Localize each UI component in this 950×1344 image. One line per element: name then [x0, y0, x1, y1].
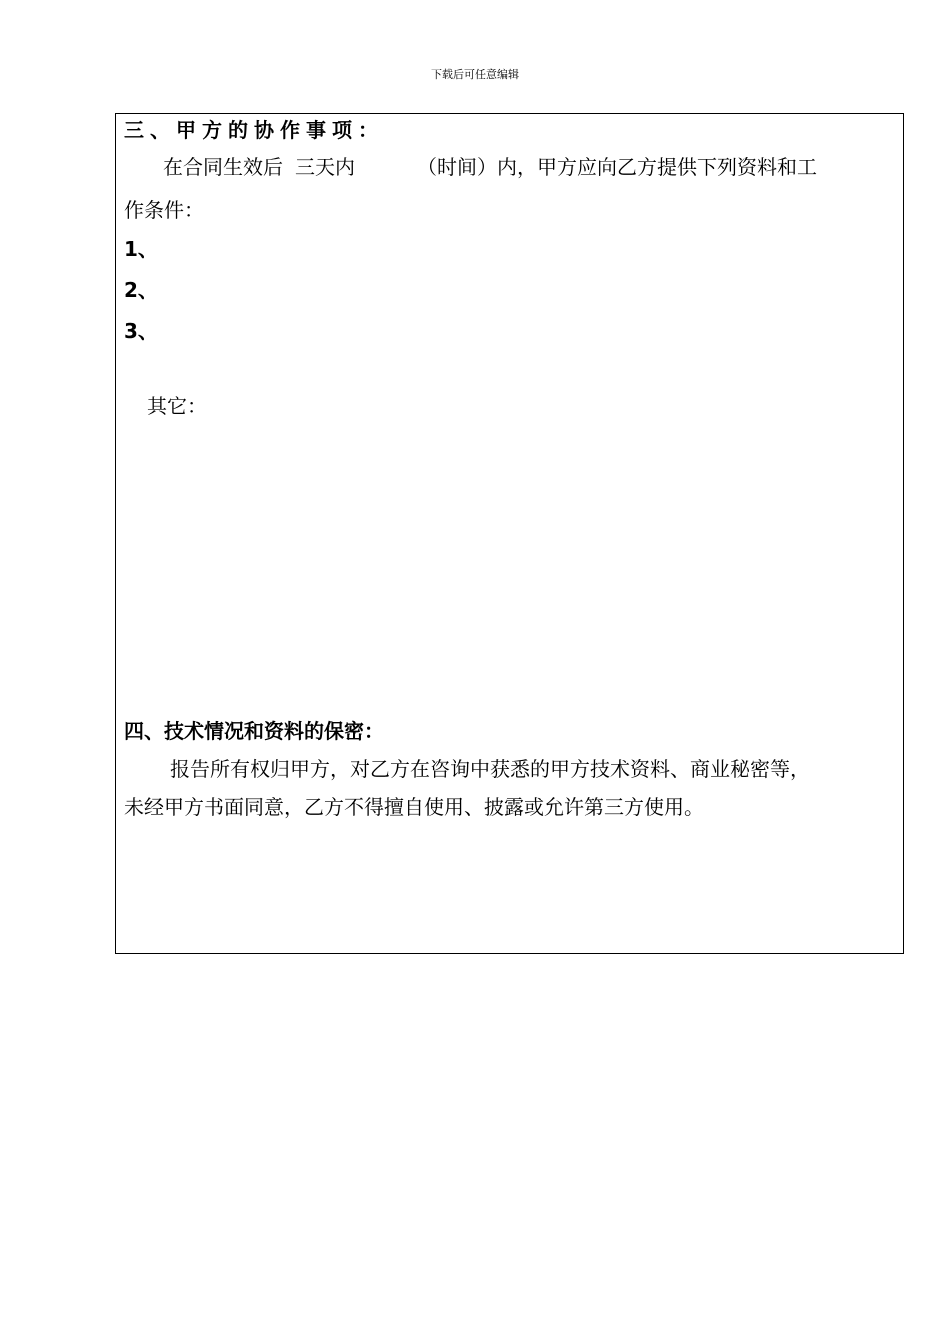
other-label: 其它：	[147, 394, 207, 418]
section-4-body-line2: 未经甲方书面同意，乙方不得擅自使用、披露或允许第三方使用。	[124, 795, 704, 819]
section-4-heading: 四、技术情况和资料的保密：	[124, 719, 384, 743]
list-item-2: 2、	[124, 278, 158, 302]
section-3-intro-line2: 作条件：	[124, 198, 204, 222]
list-item-1: 1、	[124, 237, 158, 261]
page-header-note: 下载后可任意编辑	[431, 68, 519, 81]
section-3-heading: 三、甲方的协作事项：	[124, 118, 384, 142]
list-item-3: 3、	[124, 319, 158, 343]
section-3-intro-line1	[163, 155, 817, 179]
intro-text-part1: 在合同生效后	[163, 155, 283, 179]
intro-period-value: 三天内	[295, 155, 355, 179]
intro-text-part2: （时间）内，甲方应向乙方提供下列资料和工	[417, 155, 817, 179]
contract-table-cell	[115, 113, 904, 954]
section-4-body-line1: 报告所有权归甲方，对乙方在咨询中获悉的甲方技术资料、商业秘密等，	[170, 757, 810, 781]
